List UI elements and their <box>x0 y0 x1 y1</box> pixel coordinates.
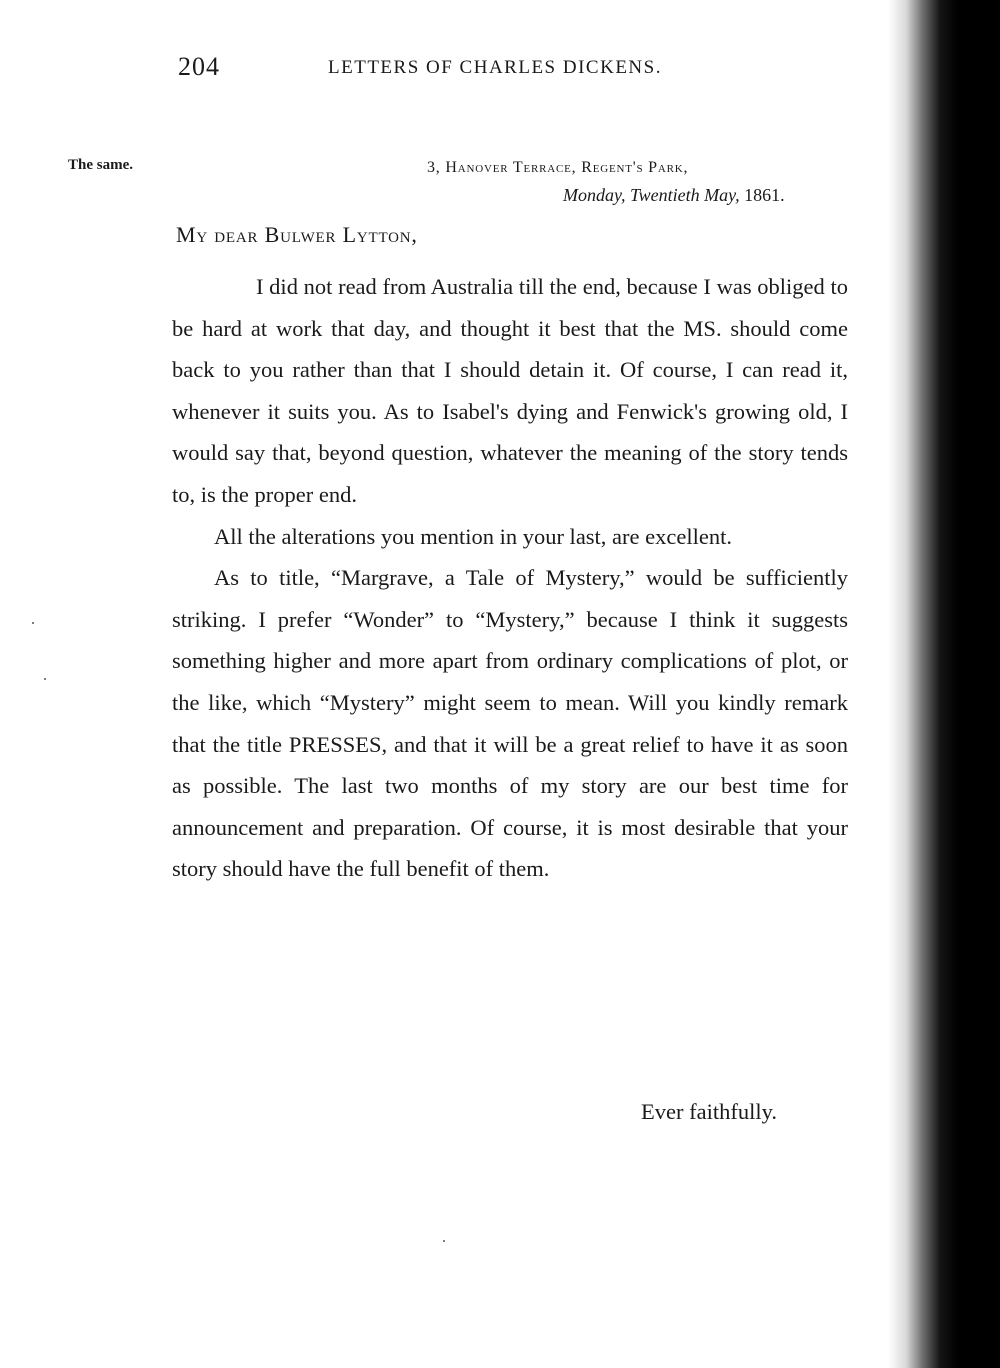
letter-closing: Ever faithfully. <box>641 1099 777 1124</box>
letter-salutation: My dear Bulwer Lytton, <box>176 222 418 247</box>
letter-paragraph: As to title, “Margrave, a Tale of Mystery,” would be sufficiently striking. I prefer “Wonder” to “Mystery,” because I think it suggests something higher and more apart from ordinary complications of plot, or the like, which “Mystery” might seem to mean. Will you kindly remark that the title PRESSES, and that it will be a great relief to have it as soon as possible. The last two months of my story are our best time for announcement and preparation. Of course, it is most desirable that your story should have the full benefit of them. <box>172 565 848 882</box>
paper-speck <box>32 622 34 624</box>
letter-body <box>172 266 848 890</box>
running-head <box>178 52 738 82</box>
letter-paragraph: All the alterations you mention in your last, are excellent. <box>214 523 732 549</box>
page-number: 204 <box>178 52 220 81</box>
letter-paragraph: I did not read from Australia till the end, because I was obliged to be hard at work that day, and thought it best that the MS. should come back to you rather than that I should detain it. Of course, I can read it, whenever it suits you. As to Isabel's dying and Fenwick's growing old, I would say that, beyond question, whatever the meaning of the story tends to, is the proper end. <box>172 274 848 507</box>
letter-date <box>563 185 785 206</box>
binding-shadow <box>888 0 1000 1368</box>
paper-speck <box>443 1240 445 1242</box>
letter-address: 3, Hanover Terrace, Regent's Park, <box>427 159 689 176</box>
margin-note: The same. <box>68 157 133 173</box>
paper-speck <box>44 678 46 680</box>
running-head-title: LETTERS OF CHARLES DICKENS. <box>328 57 662 78</box>
letter-date-weekday: Monday, Twentieth May, <box>563 185 740 205</box>
letter-date-year: 1861. <box>739 185 785 205</box>
